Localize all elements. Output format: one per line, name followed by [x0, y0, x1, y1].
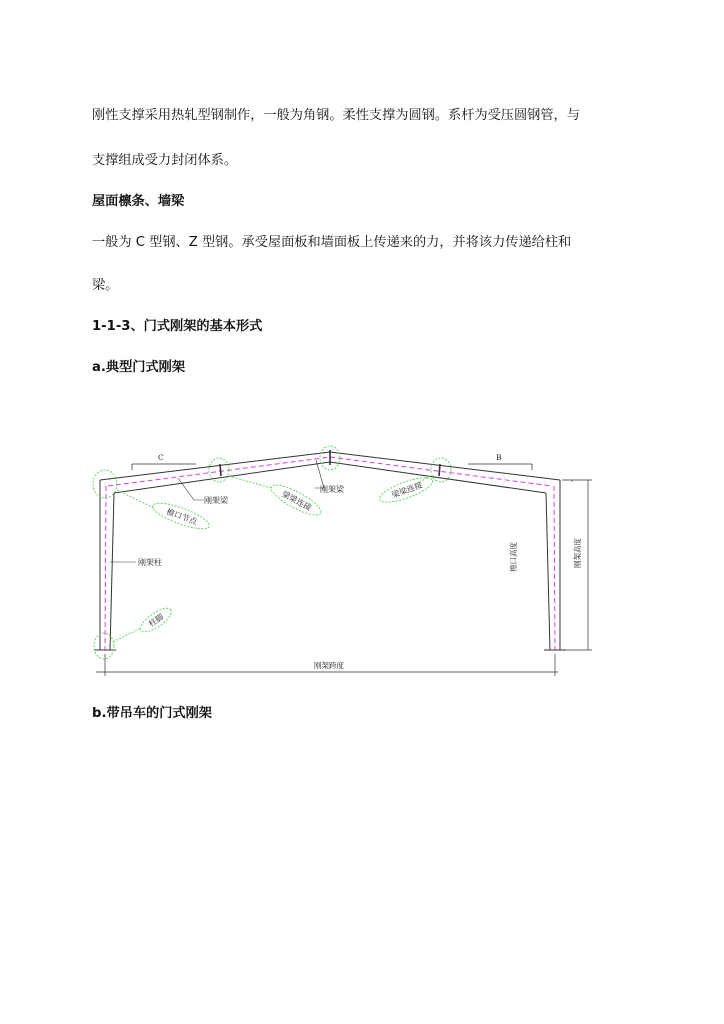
bracing-text-line2: 支撑组成受力封闭体系。: [92, 153, 238, 168]
bracing-text-line1: 刚性支撑采用热轧型钢制作，一般为角钢。柔性支撑为圆钢。系杆为受压圆钢管，与: [92, 108, 580, 123]
section-b-label: B: [496, 453, 502, 462]
beam-splice-callout-1: 梁梁连接: [280, 489, 313, 513]
section-c-label: C: [158, 453, 164, 462]
span-label: 刚架跨度: [314, 661, 344, 670]
eave-height-label: 檐口高度: [509, 542, 518, 572]
rafter-label-left: 刚架梁: [204, 496, 228, 505]
subheading-typical-frame: a.典型门式刚架: [92, 360, 186, 375]
column-label: 刚架柱: [138, 558, 162, 567]
right-column: [544, 480, 566, 650]
column-base-callout: 柱脚: [147, 612, 166, 629]
left-column-centerline: [105, 486, 106, 650]
callouts: [93, 446, 451, 659]
rafter-label-mid: 刚架梁: [320, 485, 344, 494]
portal-frame-diagram: [86, 440, 606, 680]
beam-splice-callout-2: 梁梁连接: [390, 480, 424, 500]
section-heading: 1-1-3、门式刚架的基本形式: [92, 319, 263, 334]
base-circle: [94, 633, 114, 659]
purlin-heading: 屋面檩条、墙梁: [92, 194, 185, 209]
splice-plates: [220, 450, 440, 476]
frame-height-label: 刚架高度: [573, 538, 582, 568]
right-column-centerline: [554, 486, 555, 650]
purlin-text-line1: 一般为 C 型钢、Z 型钢。承受屋面板和墙面板上传递来的力，并将该力传递给柱和: [92, 235, 572, 250]
eave-joint-circle: [93, 470, 117, 498]
subheading-crane-frame: b.带吊车的门式刚架: [92, 706, 212, 721]
left-column: [94, 480, 116, 650]
eave-joint-callout: 檐口节点: [165, 507, 199, 527]
purlin-text-line2: 梁。: [92, 278, 119, 293]
